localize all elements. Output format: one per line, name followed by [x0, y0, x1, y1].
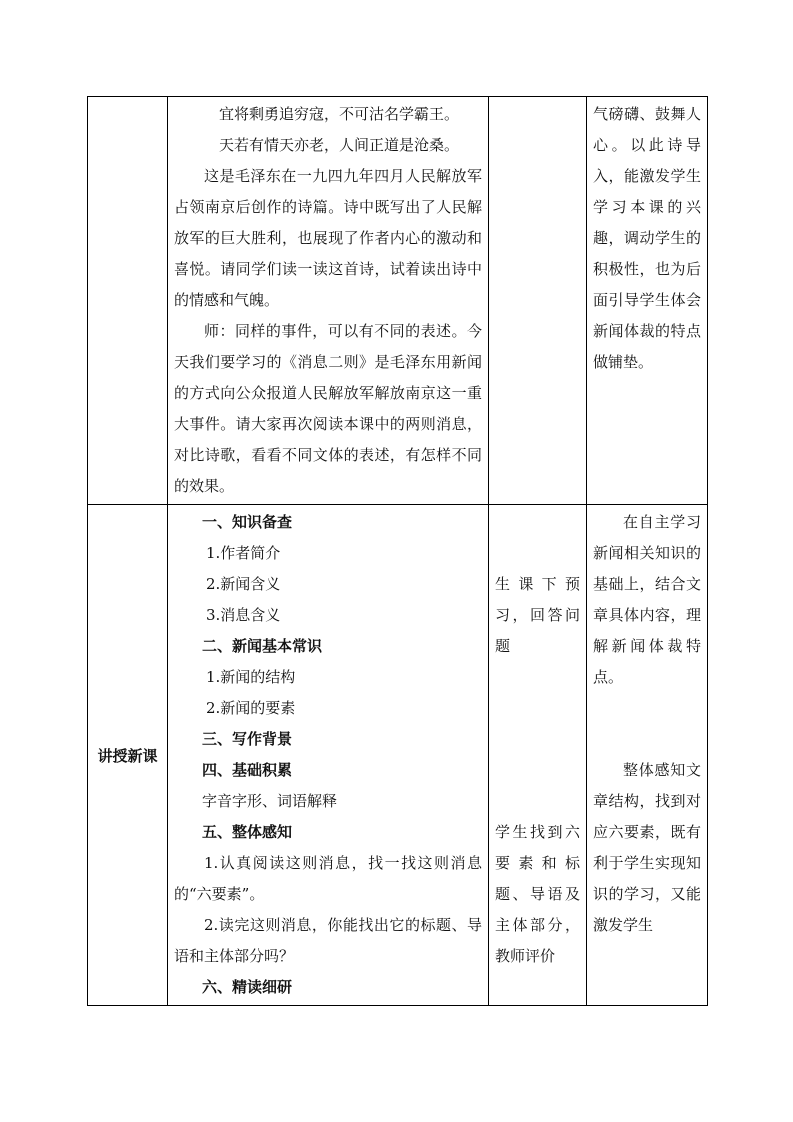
paragraph: 师：同样的事件，可以有不同的表述。今天我们要学习的《消息二则》是毛泽东用新闻的方式向公众报道人民解放军解放南京这一重大事件。请大家再次阅读本课中的两则消息，对比诗歌，看看不同文体的表述，有怎样不同的效果。	[174, 322, 482, 495]
list-item: 3.消息含义	[206, 606, 281, 624]
list-item: 2.新闻的要素	[206, 699, 296, 717]
design-intent-text: 在自主学习新闻相关知识的基础上，结合文章具体内容，理解新闻体裁特点。	[593, 513, 701, 686]
section-heading: 二、新闻基本常识	[202, 637, 323, 655]
section-heading: 五、整体感知	[202, 823, 293, 841]
table-row	[88, 97, 708, 505]
section-heading: 三、写作背景	[202, 730, 293, 748]
lesson-plan-table	[87, 96, 708, 1006]
design-intent-text: 整体感知文章结构，找到对应六要素，既有利于学生实现知识的学习，又能激发学生	[593, 761, 701, 934]
list-item: 2.新闻含义	[206, 575, 281, 593]
intent-cell	[587, 97, 708, 505]
content-cell	[168, 97, 489, 505]
activity-text: 学生找到六要素和标题、导语及主体部分，教师评价	[495, 823, 580, 965]
list-item: 字音字形、词语解释	[202, 792, 338, 810]
content-cell	[168, 505, 489, 1006]
list-item: 1.作者简介	[206, 544, 281, 562]
poem-line-1: 宜将剩勇追穷寇，不可沽名学霸王。	[219, 105, 460, 123]
design-intent-text: 气磅礴、鼓舞人心。以此诗导入，能激发学生学习本课的兴趣，调动学生的积极性，也为后面引导学生体会新闻体裁的特点做铺垫。	[593, 105, 701, 371]
intent-cell	[587, 505, 708, 1006]
stage-cell-empty	[88, 97, 168, 505]
paragraph: 这是毛泽东在一九四九年四月人民解放军占领南京后创作的诗篇。诗中既写出了人民解放军的巨大胜利，也展现了作者内心的激动和喜悦。请同学们读一读这首诗，试着读出诗中的情感和气魄。	[174, 167, 482, 309]
poem-line-2: 天若有情天亦老，人间正道是沧桑。	[219, 136, 460, 154]
paragraph: 2.读完这则消息，你能找出它的标题、导语和主体部分吗？	[174, 916, 482, 965]
paragraph: 1.认真阅读这则消息，找一找这则消息的“六要素”。	[174, 854, 482, 903]
activity-cell	[489, 505, 587, 1006]
activity-text: 生课下预习，回答问题	[495, 575, 580, 655]
list-item: 1.新闻的结构	[206, 668, 296, 686]
stage-label: 讲授新课	[88, 505, 168, 1006]
activity-cell-empty	[489, 97, 587, 505]
table-row	[88, 505, 708, 1006]
section-heading: 四、基础积累	[202, 761, 293, 779]
section-heading: 一、知识备查	[202, 513, 293, 531]
section-heading: 六、精读细研	[202, 978, 293, 996]
